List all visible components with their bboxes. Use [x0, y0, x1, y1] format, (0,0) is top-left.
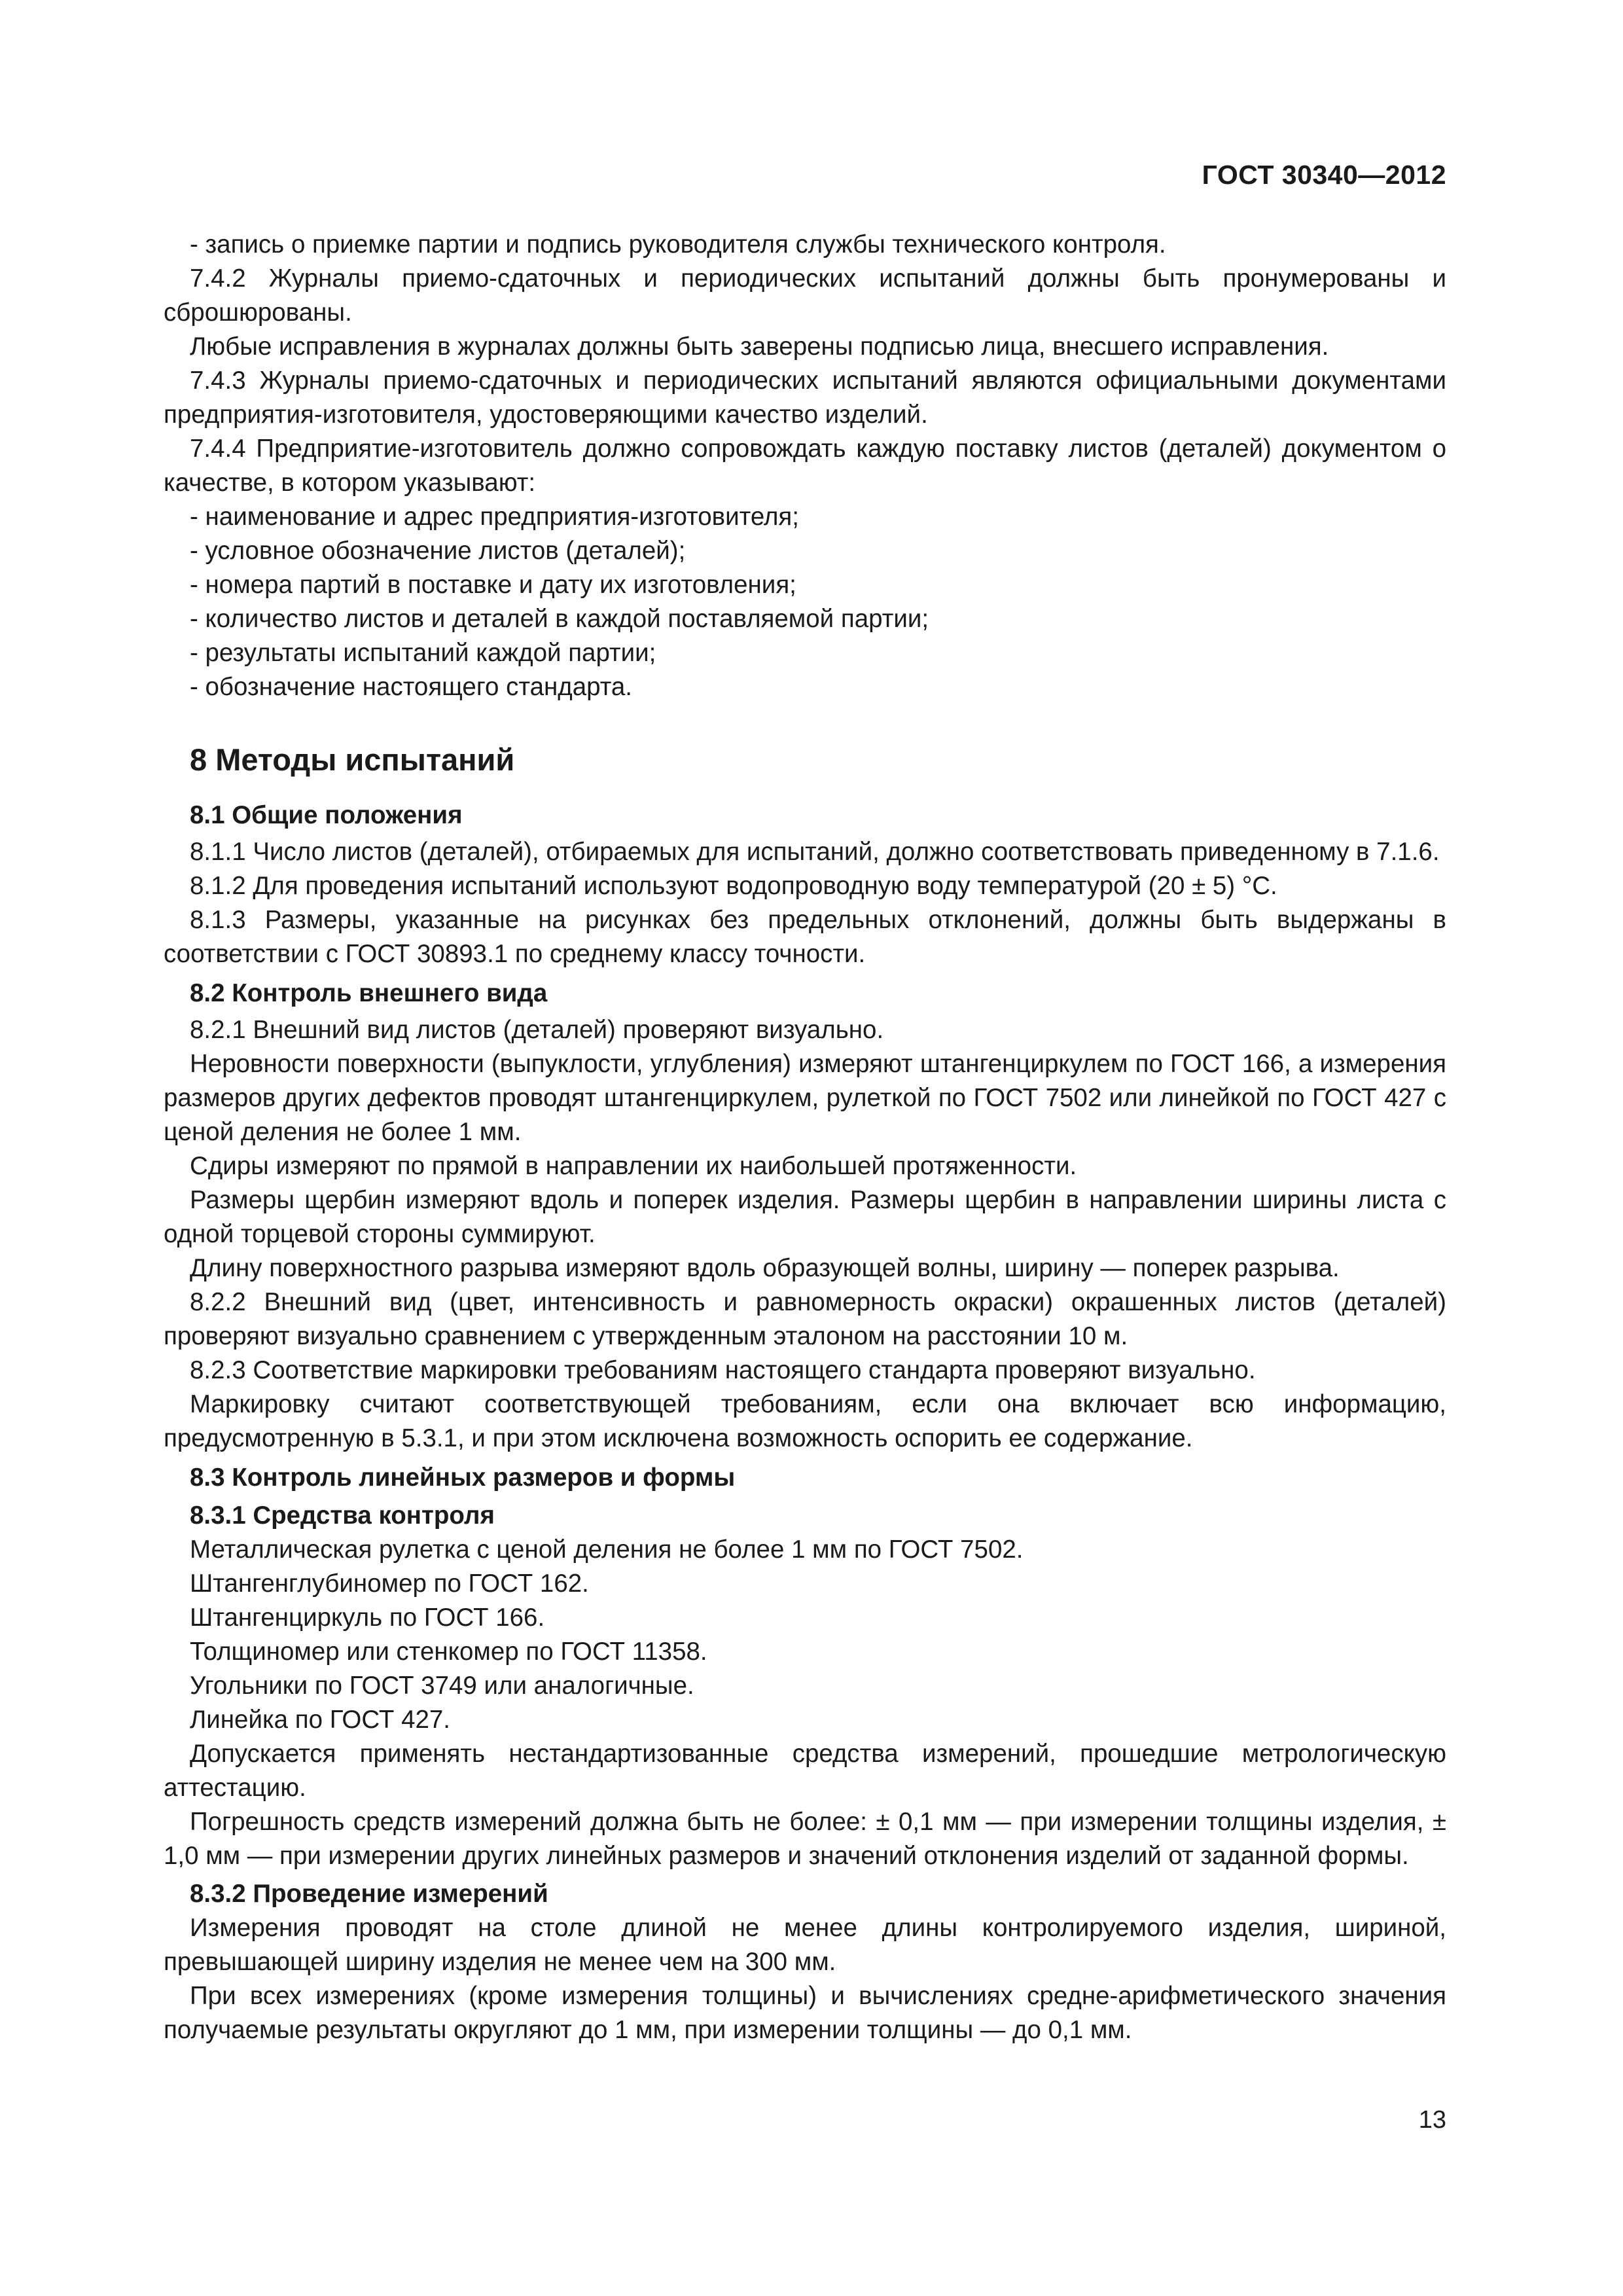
paragraph: Сдиры измеряют по прямой в направлении их наибольшей протяженности.	[190, 1152, 1077, 1180]
paragraph: 8.1.1 Число листов (деталей), отбираемых для испытаний, должно соответствовать приведенному в 7.1.6.	[190, 838, 1440, 866]
paragraph: Допускается применять нестандартизованные средства измерений, прошедшие метрологическую аттестацию.	[164, 1740, 1446, 1802]
list-item: - запись о приемке партии и подпись руководителя службы технического контроля.	[190, 230, 1166, 259]
document-body	[164, 228, 1446, 2047]
list-item: - номера партий в поставке и дату их изготовления;	[190, 571, 796, 599]
subsection-title: 8.1 Общие положения	[190, 801, 463, 829]
list-item: - наименование и адрес предприятия-изготовителя;	[190, 503, 799, 531]
subsection-title: 8.2 Контроль внешнего вида	[190, 979, 548, 1007]
equipment-item: Линейка по ГОСТ 427.	[190, 1706, 451, 1734]
subsection-title: 8.3 Контроль линейных размеров и формы	[190, 1463, 736, 1492]
equipment-item: Штангенглубиномер по ГОСТ 162.	[190, 1570, 589, 1598]
paragraph: Измерения проводят на столе длиной не менее длины контролируемого изделия, шириной, превышающей ширину изделия не менее чем на 300 мм.	[164, 1914, 1446, 1976]
list-item: - результаты испытаний каждой партии;	[190, 639, 656, 667]
equipment-item: Угольники по ГОСТ 3749 или аналогичные.	[190, 1672, 694, 1700]
paragraph: При всех измерениях (кроме измерения толщины) и вычислениях средне-арифметического значения получаемые результаты округляют до 1 мм, при измерении толщины — до 0,1 мм.	[164, 1982, 1446, 2044]
paragraph: Маркировку считают соответствующей требованиям, если она включает всю информацию, предусмотренную в 5.3.1, и при этом исключена возможность оспорить ее содержание.	[164, 1390, 1446, 1452]
paragraph: Неровности поверхности (выпуклости, углубления) измеряют штангенциркулем по ГОСТ 166, а измерения размеров других дефектов проводят штангенциркулем, рулеткой по ГОСТ 7502 или линейкой по ГОСТ 427 с ценой деления не более 1 мм.	[164, 1050, 1446, 1146]
paragraph: 8.1.3 Размеры, указанные на рисунках без предельных отклонений, должны быть выдержаны в соответствии с ГОСТ 30893.1 по среднему классу точности.	[164, 906, 1446, 968]
paragraph: Длину поверхностного разрыва измеряют вдоль образующей волны, ширину — поперек разрыва.	[190, 1254, 1340, 1282]
section-title: 8 Методы испытаний	[190, 742, 515, 777]
paragraph: 8.2.1 Внешний вид листов (деталей) проверяют визуально.	[190, 1016, 884, 1044]
paragraph: 8.2.3 Соответствие маркировки требованиям настоящего стандарта проверяют визуально.	[190, 1356, 1256, 1384]
document-header: ГОСТ 30340—2012	[1202, 160, 1446, 190]
paragraph: 7.4.4 Предприятие-изготовитель должно сопровождать каждую поставку листов (деталей) документом о качестве, в котором указывают:	[164, 435, 1446, 497]
equipment-item: Толщиномер или стенкомер по ГОСТ 11358.	[190, 1638, 707, 1666]
paragraph: 8.2.2 Внешний вид (цвет, интенсивность и равномерность окраски) окрашенных листов (деталей) проверяют визуально сравнением с утвержденным эталоном на расстоянии 10 м.	[164, 1288, 1446, 1350]
equipment-item: Металлическая рулетка с ценой деления не более 1 мм по ГОСТ 7502.	[190, 1535, 1024, 1564]
paragraph: 8.1.2 Для проведения испытаний используют водопроводную воду температурой (20 ± 5) °С.	[190, 872, 1277, 900]
paragraph: 7.4.2 Журналы приемо-сдаточных и периодических испытаний должны быть пронумерованы и сброшюрованы.	[164, 264, 1446, 327]
equipment-item: Штангенциркуль по ГОСТ 166.	[190, 1604, 545, 1632]
list-item: - условное обозначение листов (деталей);	[190, 537, 686, 565]
subsubsection-title: 8.3.1 Средства контроля	[190, 1501, 495, 1530]
paragraph: 7.4.3 Журналы приемо-сдаточных и периодических испытаний являются официальными документами предприятия-изготовителя, удостоверяющими качество изделий.	[164, 367, 1446, 429]
paragraph: Любые исправления в журналах должны быть заверены подписью лица, внесшего исправления.	[190, 332, 1329, 361]
paragraph: Размеры щербин измеряют вдоль и поперек изделия. Размеры щербин в направлении ширины листа с одной торцевой стороны суммируют.	[164, 1186, 1446, 1248]
list-item: - обозначение настоящего стандарта.	[190, 673, 633, 701]
subsubsection-title: 8.3.2 Проведение измерений	[190, 1880, 548, 1908]
page-number: 13	[1418, 2106, 1446, 2134]
paragraph: Погрешность средств измерений должна быть не более: ± 0,1 мм — при измерении толщины изделия, ± 1,0 мм — при измерении других линейных размеров и значений отклонения изделий от заданной формы.	[164, 1808, 1446, 1870]
list-item: - количество листов и деталей в каждой поставляемой партии;	[190, 605, 929, 633]
